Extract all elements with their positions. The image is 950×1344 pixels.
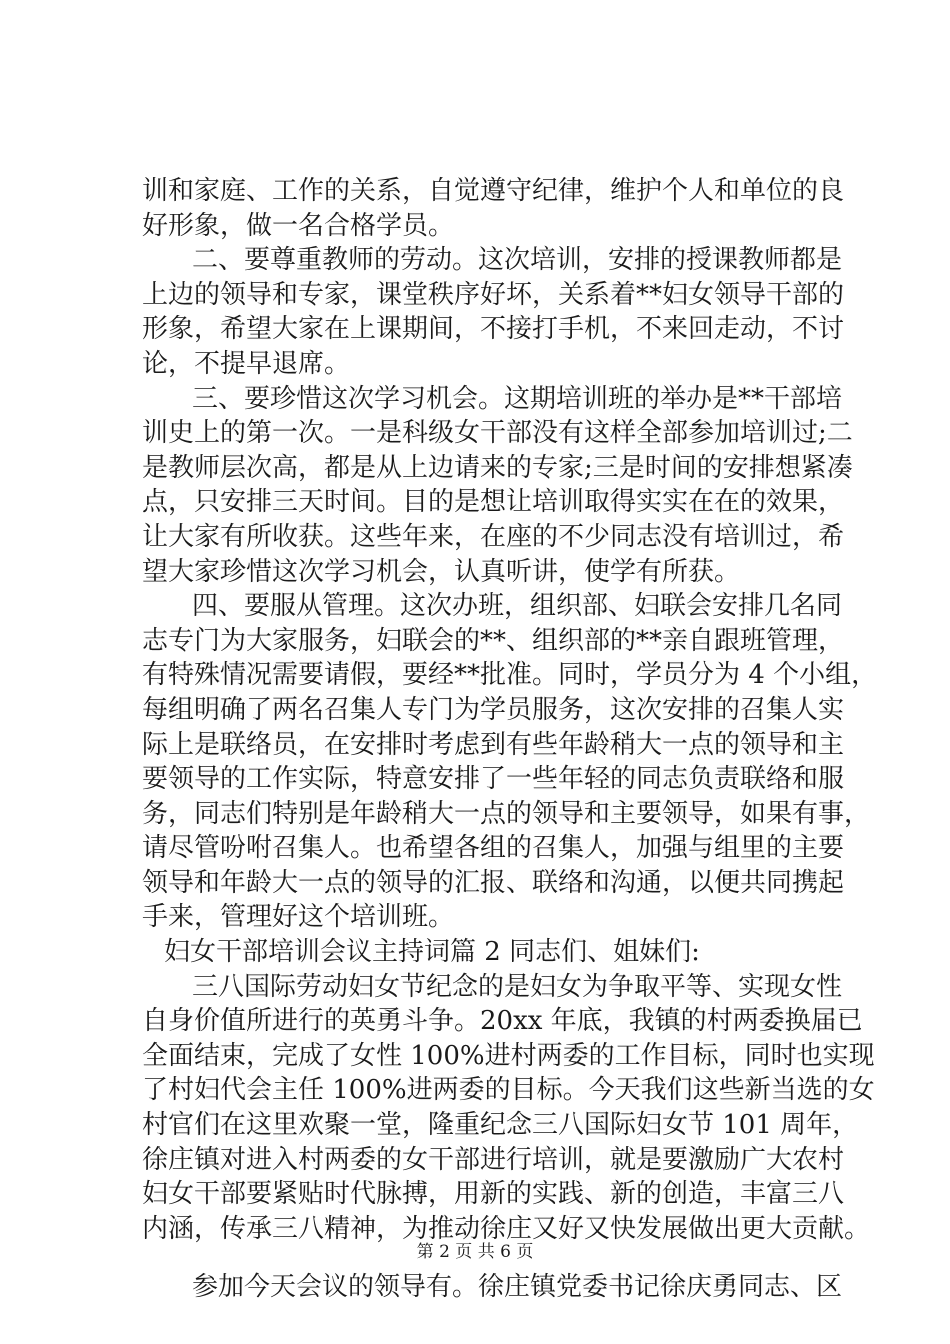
text-line: 训和家庭、工作的关系，自觉遵守纪律，维护个人和单位的良 <box>142 176 845 206</box>
text-line: 村官们在这里欢聚一堂，隆重纪念三八国际妇女节 101 周年， <box>142 1110 859 1141</box>
section-heading-line: 妇女干部培训会议主持词篇 2 同志们、姐妹们: <box>164 937 700 968</box>
text-line: 手来，管理好这个培训班。 <box>142 902 455 933</box>
paragraph-start-line: 三、要珍惜这次学习机会。这期培训班的举办是**干部培 <box>192 383 843 414</box>
text-line: 形象，希望大家在上课期间，不接打手机，不来回走动，不讨 <box>142 314 845 345</box>
text-line: 有特殊情况需要请假，要经**批准。同时，学员分为 4 个小组， <box>142 660 878 691</box>
text-line: 内涵，传承三八精神，为推动徐庄又好又快发展做出更大贡献。 <box>142 1213 871 1244</box>
text-line: 让大家有所收获。这些年来，在座的不少同志没有培训过，希 <box>142 521 845 552</box>
text-line: 徐庄镇对进入村两委的女干部进行培训，就是要激励广大农村 <box>142 1144 845 1175</box>
text-line: 点，只安排三天时间。目的是想让培训取得实实在在的效果， <box>142 487 845 518</box>
paragraph-start-line: 四、要服从管理。这次办班，组织部、妇联会安排几名同 <box>192 591 843 622</box>
document-body <box>142 174 878 1305</box>
text-line: 务，同志们特别是年龄稍大一点的领导和主要领导，如果有事， <box>142 798 871 829</box>
text-line: 志专门为大家服务，妇联会的**、组织部的**亲自跟班管理， <box>142 625 845 656</box>
text-line: 好形象，做一名合格学员。 <box>142 210 455 241</box>
text-line: 望大家珍惜这次学习机会，认真听讲，使学有所获。 <box>142 556 741 587</box>
text-line: 了村妇代会主任 100%进两委的目标。今天我们这些新当选的女 <box>142 1075 875 1106</box>
text-line: 请尽管吩咐召集人。也希望各组的召集人，加强与组里的主要 <box>142 833 845 864</box>
page-number-footer: 第 2 页 共 6 页 <box>416 1242 534 1262</box>
text-line: 是教师层次高，都是从上边请来的专家;三是时间的安排想紧凑 <box>142 452 853 483</box>
text-line: 领导和年龄大一点的领导的汇报、联络和沟通，以便共同携起 <box>142 867 845 898</box>
text-line: 每组明确了两名召集人专门为学员服务，这次安排的召集人实 <box>142 694 845 725</box>
text-line: 论，不提早退席。 <box>142 348 351 379</box>
text-line: 自身价值所进行的英勇斗争。20xx 年底，我镇的村两委换届已 <box>142 1006 863 1037</box>
text-line: 训史上的第一次。一是科级女干部没有这样全部参加培训过;二 <box>142 418 853 449</box>
paragraph-start-line: 三八国际劳动妇女节纪念的是妇女为争取平等、实现女性 <box>192 971 843 1002</box>
text-line: 上边的领导和专家，课堂秩序好坏，关系着**妇女领导干部的 <box>142 279 845 310</box>
text-line: 际上是联络员，在安排时考虑到有些年龄稍大一点的领导和主 <box>142 729 845 760</box>
text-line: 全面结束，完成了女性 100%进村两委的工作目标，同时也实现 <box>142 1040 875 1071</box>
paragraph-start-line: 参加今天会议的领导有。徐庄镇党委书记徐庆勇同志、区 <box>192 1272 843 1303</box>
text-line: 要领导的工作实际，特意安排了一些年轻的同志负责联络和服 <box>142 764 845 795</box>
paragraph-start-line: 二、要尊重教师的劳动。这次培训，安排的授课教师都是 <box>192 245 843 276</box>
text-line: 妇女干部要紧贴时代脉搏，用新的实践、新的创造，丰富三八 <box>142 1179 845 1210</box>
